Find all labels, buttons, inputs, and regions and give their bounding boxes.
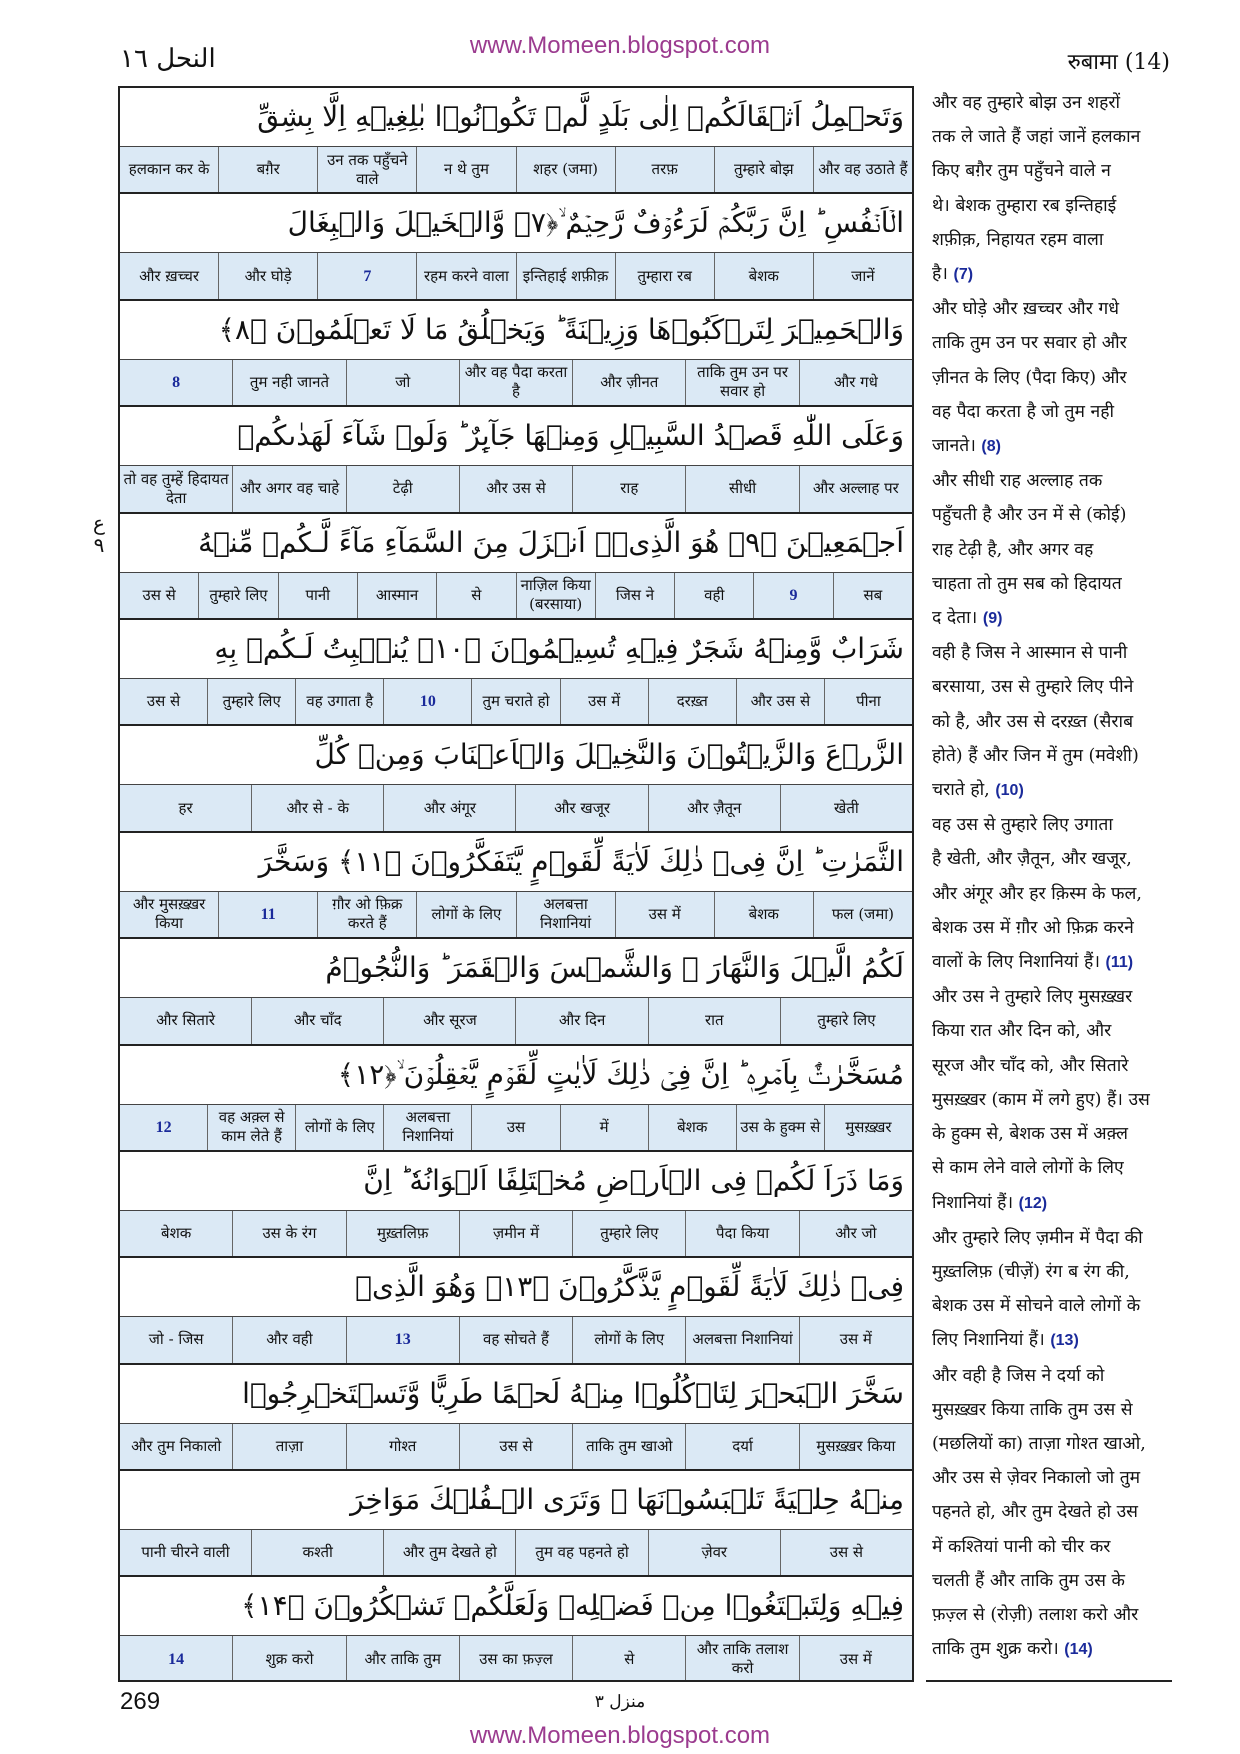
translation-line <box>926 395 1172 429</box>
translation-line <box>926 1049 1172 1083</box>
word-meaning-cell: ग़ौर ओ फ़िक्र करते हैं <box>317 892 416 937</box>
arabic-verse-line: مِنۡهُ حِلۡيَةً تَلۡبَسُوۡنَهَا ۚ وَتَرَى الۡـفُلۡكَ مَوَاخِرَ <box>120 1471 912 1530</box>
arabic-verse-line: فِيۡهِ وَلِتَبۡتَغُوۡا مِنۡ فَضۡلِهٖ وَلَعَلَّكُمۡ تَشۡكُرُوۡنَ ﴿۱۴﴾ <box>120 1577 912 1636</box>
translation-line <box>926 257 1172 292</box>
translation-line <box>926 567 1172 601</box>
translation-text: बेशक उस में सोचने वाले लोगों के <box>932 1296 1141 1317</box>
word-meaning-cell: अलबत्ता निशानियां <box>383 1105 471 1150</box>
translation-line <box>926 292 1172 326</box>
translation-line <box>926 1632 1172 1667</box>
translation-text: पहनते हो, और तुम देखते हो उस <box>932 1502 1139 1523</box>
translation-line <box>926 189 1172 223</box>
word-meaning-cell: मुख़्तलिफ़ <box>346 1211 459 1256</box>
translation-line <box>926 429 1172 464</box>
translation-line <box>926 1221 1172 1255</box>
word-meaning-cell: और ताकि तलाश करो <box>685 1636 798 1681</box>
verse-number-cell: 7 <box>317 253 416 298</box>
verse-number: (13) <box>1050 1332 1079 1350</box>
word-meaning-cell: ताकि तुम उन पर सवार हो <box>685 360 798 405</box>
word-meaning-cell: शहर (जमा) <box>516 147 615 192</box>
translation-line <box>926 1461 1172 1495</box>
translation-text: से काम लेने वाले लोगों के लिए <box>932 1158 1124 1179</box>
translation-line <box>926 877 1172 911</box>
translation-text: थे। बेशक तुम्हारा रब इन्तिहाई <box>932 195 1117 216</box>
manzil-label: منزل ٣ <box>594 1692 646 1712</box>
word-meaning-cell: उस में <box>560 679 648 724</box>
word-meaning-row <box>120 573 912 620</box>
translation-text: और अंगूर और हर क़िस्म के फल, <box>932 883 1142 904</box>
word-by-word-panel <box>118 86 914 1682</box>
word-meaning-cell: कश्ती <box>251 1530 383 1575</box>
word-meaning-row <box>120 892 912 939</box>
word-meaning-cell: सीधी <box>685 466 798 511</box>
translation-text: जानते। <box>932 436 976 457</box>
verse-block <box>120 1365 912 1471</box>
translation-text: किया रात और दिन को, और <box>932 1021 1112 1042</box>
word-meaning-cell: उस के रंग <box>232 1211 345 1256</box>
word-meaning-cell: पैदा किया <box>685 1211 798 1256</box>
translation-text: पहुँचती है और उन में से (कोई) <box>932 505 1127 526</box>
word-meaning-cell: और मुसख़्ख़र किया <box>132 895 206 933</box>
verse-block <box>120 726 912 832</box>
word-meaning-row <box>120 1105 912 1152</box>
word-meaning-row <box>120 1636 912 1682</box>
translation-text: और वही है जिस ने दर्या को <box>932 1365 1105 1386</box>
arabic-verse-line: وَتَحۡمِلُ اَثۡقَالَكُمۡ اِلٰى بَلَدٍ لَّمۡ تَكُوۡنُوۡا بٰلِغِيۡهِ اِلَّا بِشِقِّ <box>120 88 912 147</box>
translation-line <box>926 980 1172 1014</box>
word-meaning-cell: खेती <box>780 785 912 830</box>
translation-text: तक ले जाते हैं जहां जानें हलकान <box>932 127 1141 148</box>
translation-panel <box>926 86 1172 1682</box>
translation-line <box>926 739 1172 773</box>
translation-text: किए बग़ैर तुम पहुँचने वाले न <box>932 161 1111 182</box>
word-meaning-cell: तुम्हारा रब <box>615 253 714 298</box>
translation-text: ताकि तुम उन पर सवार हो और <box>932 333 1127 354</box>
translation-line <box>926 945 1172 980</box>
translation-line <box>926 223 1172 257</box>
word-meaning-cell: तुम्हारे बोझ <box>714 147 813 192</box>
translation-text: और तुम्हारे लिए ज़मीन में पैदा की <box>932 1227 1143 1248</box>
word-meaning-cell: और सितारे <box>156 1011 215 1030</box>
word-meaning-cell: उस के हुक्म से <box>736 1105 824 1150</box>
surah-title: النحل ١٦ <box>120 44 216 74</box>
translation-line <box>926 1083 1172 1117</box>
verse-block <box>120 1046 912 1152</box>
word-meaning-cell: उस में <box>799 1636 912 1681</box>
translation-text: में कश्तियां पानी को चीर कर <box>932 1536 1111 1557</box>
word-meaning-cell: अलबत्ता निशानियां <box>516 892 615 937</box>
verse-number: (9) <box>982 610 1003 628</box>
word-meaning-cell: बेशक <box>714 253 813 298</box>
translation-text: फ़ज़्ल से (रोज़ी) तलाश करो और <box>932 1604 1139 1625</box>
word-meaning-cell: और वह उठाते हैं <box>813 147 912 192</box>
word-meaning-cell: और अगर वह चाहे <box>232 466 345 511</box>
word-meaning-cell: ज़मीन में <box>459 1211 572 1256</box>
word-meaning-cell: तुम्हारे लिए <box>780 998 912 1043</box>
word-meaning-cell: तुम्हारे लिए <box>572 1211 685 1256</box>
translation-line <box>926 326 1172 360</box>
translation-text: है खेती, और ज़ैतून, और खजूर, <box>932 849 1132 870</box>
translation-text: ताकि तुम शुक्र करो। <box>932 1639 1059 1660</box>
translation-text: (मछलियों का) ताज़ा गोश्त खाओ, <box>932 1433 1146 1454</box>
translation-text: निशानियां हैं। <box>932 1192 1014 1213</box>
translation-line <box>926 498 1172 532</box>
word-meaning-row <box>120 1530 912 1577</box>
arabic-verse-line: الثَّمَرٰتِ ؕ اِنَّ فِىۡ ذٰلِكَ لَاٰيَةً لِّقَوۡمٍ يَّتَفَكَّرُوۡنَ ﴿۱۱﴾ وَسَخَّرَ <box>120 833 912 892</box>
verse-block <box>120 194 912 300</box>
word-meaning-cell: उन तक पहुँचने वाले <box>317 147 416 192</box>
verse-block <box>120 1152 912 1258</box>
word-meaning-cell: में <box>560 1105 648 1150</box>
word-meaning-cell: बेशक <box>161 1224 192 1243</box>
word-meaning-row <box>120 679 912 726</box>
verse-number-cell: 13 <box>346 1317 459 1362</box>
word-meaning-row <box>120 1211 912 1258</box>
translation-line <box>926 1495 1172 1529</box>
translation-line <box>926 808 1172 842</box>
translation-line <box>926 1427 1172 1461</box>
word-meaning-cell: रात <box>648 998 780 1043</box>
translation-line <box>926 533 1172 567</box>
word-meaning-cell: जो <box>346 360 459 405</box>
verse-block <box>120 88 912 194</box>
word-meaning-row <box>120 785 912 832</box>
word-meaning-cell: तुम चराते हो <box>471 679 559 724</box>
translation-text: शफ़ीक़, निहायत रहम वाला <box>932 229 1104 250</box>
translation-line <box>926 601 1172 636</box>
verse-number: (10) <box>995 782 1024 800</box>
word-meaning-cell: नाज़िल किया (बरसाया) <box>516 573 595 618</box>
verse-number: (12) <box>1018 1194 1048 1212</box>
page-number: 269 <box>120 1688 161 1715</box>
arabic-verse-line: وَعَلَى اللّٰهِ قَصۡدُ السَّبِيۡلِ وَمِنۡهَا جَآٮِٕرٌ ؕ وَلَوۡ شَآءَ لَهَدٰٮكُمۡ <box>120 407 912 466</box>
word-meaning-cell: और उस से <box>736 679 824 724</box>
word-meaning-cell: तुम वह पहनते हो <box>515 1530 647 1575</box>
word-meaning-cell: तुम्हारे लिए <box>198 573 277 618</box>
translation-line <box>926 1151 1172 1185</box>
website-footer-link[interactable]: www.Momeen.blogspot.com <box>469 1722 771 1749</box>
arabic-verse-line: مُسَخَّرٰتٌۢ بِاَمۡرِهٖ ؕ اِنَّ فِىۡ ذٰلِكَ لَاٰيٰتٍ لِّقَوۡمٍ يَّعۡقِلُوۡنَ ۙ﴿۱۲﴾ <box>120 1046 912 1105</box>
word-meaning-cell: तुम नही जानते <box>232 360 345 405</box>
translation-text: राह टेढ़ी है, और अगर वह <box>932 539 1094 560</box>
word-meaning-cell: तरफ़ <box>615 147 714 192</box>
translation-text: को है, और उस से दरख़्त (सैराब <box>932 711 1134 732</box>
translation-line <box>926 773 1172 808</box>
word-meaning-cell: और चाँद <box>251 998 383 1043</box>
word-meaning-cell: ताज़ा <box>232 1424 345 1469</box>
translation-text: के हुक्म से, बेशक उस में अक़्ल <box>932 1124 1129 1145</box>
translation-text: वह पैदा करता है जो तुम नही <box>932 401 1115 422</box>
word-meaning-cell: उस से <box>780 1530 912 1575</box>
verse-number: (8) <box>981 438 1001 456</box>
word-meaning-cell: पानी चीरने वाली <box>141 1543 230 1562</box>
word-meaning-cell: लोगों के लिए <box>572 1317 685 1362</box>
word-meaning-cell: उस <box>471 1105 559 1150</box>
verse-number-cell: 8 <box>172 373 181 391</box>
word-meaning-cell: और अंगूर <box>383 785 515 830</box>
website-header-link[interactable]: www.Momeen.blogspot.com <box>469 32 771 59</box>
word-meaning-cell: और जो <box>799 1211 912 1256</box>
word-meaning-cell: जानें <box>813 253 912 298</box>
verse-block <box>120 620 912 726</box>
translation-text: लिए निशानियां हैं। <box>932 1330 1045 1351</box>
verse-block <box>120 407 912 513</box>
arabic-verse-line: فِىۡ ذٰلِكَ لَاٰيَةً لِّقَوۡمٍ يَّذَّكَّرُوۡنَ ﴿۱۳﴾ وَهُوَ الَّذِىۡ <box>120 1258 912 1317</box>
translation-line <box>926 1359 1172 1393</box>
word-meaning-cell: पीना <box>824 679 912 724</box>
arabic-verse-line: لَكُمُ الَّيۡلَ وَالنَّهَارَ ۙ وَالشَّمۡسَ وَالۡقَمَرَ ؕ وَالنُّجُوۡمُ <box>120 939 912 998</box>
word-meaning-cell: और सूरज <box>383 998 515 1043</box>
verse-block <box>120 833 912 939</box>
word-meaning-cell: जो - जिस <box>148 1330 204 1349</box>
translation-text: और उस ने तुम्हारे लिए मुसख़्ख़र <box>932 987 1133 1008</box>
word-meaning-cell: न थे तुम <box>416 147 515 192</box>
word-meaning-cell: शुक्र करो <box>232 1636 345 1681</box>
word-meaning-cell: और ख़च्चर <box>139 266 199 285</box>
word-meaning-cell: और उस से <box>459 466 572 511</box>
word-meaning-cell: और वह पैदा करता है <box>459 360 572 405</box>
part-title: रुबामा (14) <box>1067 50 1170 75</box>
translation-line <box>926 911 1172 945</box>
word-meaning-row <box>120 466 912 513</box>
word-meaning-cell: वह सोचते हैं <box>459 1317 572 1362</box>
verse-number: (14) <box>1064 1641 1093 1659</box>
translation-text: वालों के लिए निशानियां हैं। <box>932 952 1100 973</box>
word-meaning-cell: वही <box>674 573 753 618</box>
word-meaning-cell: लोगों के लिए <box>416 892 515 937</box>
translation-text: है। <box>932 264 948 285</box>
translation-line <box>926 842 1172 876</box>
word-meaning-cell: पानी <box>278 573 357 618</box>
word-meaning-cell: राह <box>572 466 685 511</box>
word-meaning-cell: और गधे <box>799 360 912 405</box>
word-meaning-cell: जिस ने <box>595 573 674 618</box>
word-meaning-cell: टेढ़ी <box>346 466 459 511</box>
translation-line <box>926 1393 1172 1427</box>
word-meaning-cell: उस का फ़ज़्ल <box>459 1636 572 1681</box>
translation-line <box>926 154 1172 188</box>
word-meaning-cell: बग़ैर <box>218 147 317 192</box>
word-meaning-cell: बेशक <box>648 1105 736 1150</box>
translation-line <box>926 1530 1172 1564</box>
translation-text: और सीधी राह अल्लाह तक <box>932 471 1103 492</box>
translation-line <box>926 705 1172 739</box>
word-meaning-cell: और अल्लाह पर <box>799 466 912 511</box>
verse-block <box>120 301 912 407</box>
word-meaning-row <box>120 147 912 194</box>
word-meaning-cell: गोश्त <box>346 1424 459 1469</box>
word-meaning-row <box>120 360 912 407</box>
word-meaning-cell: वह उगाता है <box>295 679 383 724</box>
word-meaning-cell: ज़ेवर <box>648 1530 780 1575</box>
translation-line <box>926 1117 1172 1151</box>
translation-line <box>926 86 1172 120</box>
word-meaning-cell: और वही <box>232 1317 345 1362</box>
word-meaning-cell: और ज़ीनत <box>572 360 685 405</box>
translation-line <box>926 1186 1172 1221</box>
word-meaning-row <box>120 253 912 300</box>
word-meaning-cell: बेशक <box>714 892 813 937</box>
word-meaning-row <box>120 1424 912 1471</box>
translation-text: द देता। <box>932 608 978 629</box>
translation-text: चाहता तो तुम सब को हिदायत <box>932 573 1122 594</box>
word-meaning-cell: और ज़ैतून <box>648 785 780 830</box>
page-frame <box>118 86 1172 1682</box>
word-meaning-cell: हर <box>178 798 193 817</box>
verse-number-cell: 10 <box>383 679 471 724</box>
translation-text: ज़ीनत के लिए (पैदा किए) और <box>932 367 1127 388</box>
word-meaning-cell: उस से <box>459 1424 572 1469</box>
word-meaning-cell: और से - के <box>251 785 383 830</box>
translation-text: होते) हैं और जिन में तुम (मवेशी) <box>932 745 1139 766</box>
translation-text: और घोड़े और ख़च्चर और गधे <box>932 299 1120 320</box>
translation-line <box>926 636 1172 670</box>
verse-block <box>120 1471 912 1577</box>
word-meaning-cell: और खजूर <box>515 785 647 830</box>
ruku-mark: ع ٩ <box>93 511 105 557</box>
word-meaning-cell: अलबत्ता निशानियां <box>685 1317 798 1362</box>
verse-number: (11) <box>1105 954 1134 972</box>
word-meaning-cell: उस में <box>615 892 714 937</box>
translation-text: मुख़्तलिफ़ (चीज़ें) रंग ब रंग की, <box>932 1261 1130 1282</box>
arabic-verse-line: الزَّرۡعَ وَالزَّيۡتُوۡنَ وَالنَّخِيۡلَ وَالۡاَعۡنَابَ وَمِنۡ كُلِّ <box>120 726 912 785</box>
word-meaning-cell: से <box>436 573 515 618</box>
translation-text: मुसख़्ख़र किया ताकि तुम उस से <box>932 1399 1133 1420</box>
word-meaning-cell: से <box>572 1636 685 1681</box>
translation-line <box>926 1323 1172 1358</box>
verse-number-cell: 9 <box>753 573 832 618</box>
verse-block <box>120 514 912 620</box>
verse-number-cell: 14 <box>168 1650 185 1668</box>
translation-text: बरसाया, उस से तुम्हारे लिए पीने <box>932 677 1134 698</box>
word-meaning-cell: मुसख़्ख़र किया <box>799 1424 912 1469</box>
translation-line <box>926 361 1172 395</box>
verse-number: (7) <box>953 266 974 284</box>
word-meaning-cell: इन्तिहाई शफ़ीक़ <box>516 253 615 298</box>
word-meaning-cell: आस्मान <box>357 573 436 618</box>
translation-line <box>926 670 1172 704</box>
translation-text: वही है जिस ने आस्मान से पानी <box>932 643 1128 664</box>
word-meaning-cell: और ताकि तुम <box>346 1636 459 1681</box>
verse-number-cell: 11 <box>218 892 317 937</box>
arabic-verse-line: سَخَّرَ الۡبَحۡرَ لِتَاۡكُلُوۡا مِنۡهُ لَحۡمًا طَرِيًّا وَّتَسۡتَخۡرِجُوۡا <box>120 1365 912 1424</box>
translation-line <box>926 1255 1172 1289</box>
word-meaning-cell: लोगों के लिए <box>295 1105 383 1150</box>
word-meaning-cell: और दिन <box>515 998 647 1043</box>
word-meaning-cell: मुसख़्ख़र <box>824 1105 912 1150</box>
arabic-verse-line: الۡاَنۡفُسِ ؕ اِنَّ رَبَّكُمۡ لَرَءُوۡفٌ رَّحِيۡمٌ ۙ﴿۷﴾ وَّالۡخَيۡلَ وَالۡبِغَالَ <box>120 194 912 253</box>
translation-text: चराते हो, <box>932 780 990 801</box>
translation-text: मुसख़्ख़र (काम में लगे हुए) हैं। उस <box>932 1089 1150 1110</box>
word-meaning-cell: ताकि तुम खाओ <box>572 1424 685 1469</box>
verse-block <box>120 939 912 1045</box>
word-meaning-cell: तुम्हारे लिए <box>207 679 295 724</box>
verse-block <box>120 1577 912 1682</box>
word-meaning-cell: और तुम निकालो <box>131 1436 222 1455</box>
word-meaning-cell: वह अक़्ल से काम लेते हैं <box>207 1105 295 1150</box>
word-meaning-cell: सब <box>833 573 912 618</box>
arabic-verse-line: شَرَابٌ وَّمِنۡهُ شَجَرٌ فِيۡهِ تُسِيۡمُوۡنَ ﴿۱۰﴾ يُنۡۢبِتُ لَـكُمۡ بِهِ <box>120 620 912 679</box>
word-meaning-cell: हलकान कर के <box>128 160 210 179</box>
word-meaning-cell: दर्या <box>685 1424 798 1469</box>
word-meaning-cell: फल (जमा) <box>813 892 912 937</box>
word-meaning-cell: उस से <box>146 692 181 711</box>
word-meaning-cell: उस से <box>142 585 176 604</box>
word-meaning-cell: दरख़्त <box>648 679 736 724</box>
arabic-verse-line: اَجۡمَعِيۡنَ ﴿۹﴾ هُوَ الَّذِىۡۤ اَنۡزَلَ مِنَ السَّمَآءِ مَآءً لَّـكُمۡ مِّنۡهُ <box>120 514 912 573</box>
translation-line <box>926 1014 1172 1048</box>
word-meaning-row <box>120 1317 912 1364</box>
translation-text: सूरज और चाँद को, और सितारे <box>932 1055 1129 1076</box>
translation-text: और उस से ज़ेवर निकालो जो तुम <box>932 1468 1141 1489</box>
word-meaning-cell: तो वह तुम्हें हिदायत देता <box>123 469 229 507</box>
word-meaning-cell: और घोड़े <box>218 253 317 298</box>
arabic-verse-line: وَالۡحَمِيۡرَ لِتَرۡكَبُوۡهَا وَزِيۡنَةً ؕ وَيَخۡلُقُ مَا لَا تَعۡلَمُوۡنَ ﴿۸﴾ <box>120 301 912 360</box>
translation-text: और वह तुम्हारे बोझ उन शहरों <box>932 93 1121 113</box>
translation-line <box>926 1289 1172 1323</box>
verse-number-cell: 12 <box>155 1118 172 1136</box>
arabic-verse-line: وَمَا ذَرَاَ لَكُمۡ فِى الۡاَرۡضِ مُخۡتَلِفًا اَلۡوَانُهٗ ؕ اِنَّ <box>120 1152 912 1211</box>
word-meaning-cell: और तुम देखते हो <box>383 1530 515 1575</box>
translation-line <box>926 1564 1172 1598</box>
translation-line <box>926 1598 1172 1632</box>
translation-text: चलती हैं और ताकि तुम उस के <box>932 1570 1125 1591</box>
translation-text: वह उस से तुम्हारे लिए उगाता <box>932 815 1113 836</box>
translation-text: बेशक उस में ग़ौर ओ फ़िक्र करने <box>932 917 1134 938</box>
translation-line <box>926 120 1172 154</box>
translation-line <box>926 464 1172 498</box>
word-meaning-cell: उस में <box>799 1317 912 1362</box>
word-meaning-cell: रहम करने वाला <box>416 253 515 298</box>
word-meaning-row <box>120 998 912 1045</box>
verse-block <box>120 1258 912 1364</box>
